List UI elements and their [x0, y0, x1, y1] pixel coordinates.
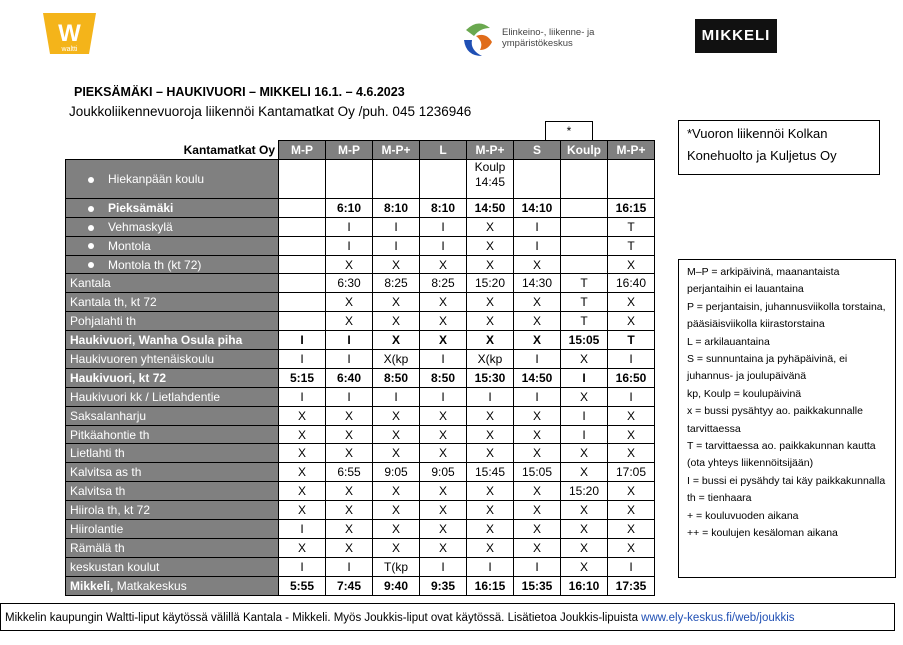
timetable-row [66, 463, 655, 482]
time-cell: T [561, 293, 608, 312]
time-cell: T [608, 331, 655, 350]
stop-name-text: Kalvitsa th [70, 484, 126, 499]
time-cell: I [279, 387, 326, 406]
time-cell: I [514, 217, 561, 236]
time-cell: 15:05 [561, 331, 608, 350]
stop-name [66, 482, 279, 501]
time-cell: X [561, 520, 608, 539]
time-cell: X [326, 255, 373, 274]
time-cell: X [420, 293, 467, 312]
time-cell: I [326, 557, 373, 576]
legend-item: T = tarvittaessa ao. paikkakunnan kautta (ota yhteys liikennöitsijään) [687, 440, 876, 470]
time-cell: I [561, 425, 608, 444]
time-cell: X [279, 463, 326, 482]
time-cell: I [420, 236, 467, 255]
stop-name [66, 576, 279, 595]
time-cell: X [514, 312, 561, 331]
time-cell: 16:40 [608, 274, 655, 293]
time-cell: X [373, 331, 420, 350]
time-cell: I [326, 350, 373, 369]
operator-note-line: *Vuoron liikennöi Kolkan [687, 126, 828, 141]
time-cell: I [420, 217, 467, 236]
operator-note [678, 120, 880, 175]
time-cell: I [373, 387, 420, 406]
bullet-icon [88, 177, 94, 183]
waltti-logo [41, 11, 98, 56]
stop-name [66, 425, 279, 444]
time-cell: 15:30 [467, 368, 514, 387]
time-cell: I [279, 557, 326, 576]
time-cell: X [420, 444, 467, 463]
time-cell: X [420, 312, 467, 331]
time-cell: X [326, 293, 373, 312]
time-cell: X [467, 217, 514, 236]
bullet-icon [88, 243, 94, 249]
operator-info: Joukkoliikennevuoroja liikennöi Kantamatkat Oy /puh. 045 1236946 [69, 104, 472, 119]
time-cell: X [467, 293, 514, 312]
timetable-row [66, 368, 655, 387]
timetable-row [66, 425, 655, 444]
bullet-icon [88, 206, 94, 212]
time-cell: X [467, 444, 514, 463]
time-cell: 7:45 [326, 576, 373, 595]
time-cell: 16:50 [608, 368, 655, 387]
time-cell: X [467, 236, 514, 255]
legend-item: x = bussi pysähtyy ao. paikkakunnalle tarvittaessa [687, 405, 863, 435]
time-cell [561, 159, 608, 198]
stop-name-text: Saksalanharju [70, 408, 147, 423]
time-cell: I [279, 350, 326, 369]
stop-name-text: Montola [108, 238, 151, 253]
time-cell: X [326, 444, 373, 463]
time-cell: X [326, 312, 373, 331]
time-cell: I [514, 557, 561, 576]
time-cell: X [373, 520, 420, 539]
time-cell: X [467, 538, 514, 557]
time-cell: 15:20 [561, 482, 608, 501]
time-cell: I [373, 217, 420, 236]
time-cell: 8:25 [420, 274, 467, 293]
time-cell: X [279, 444, 326, 463]
time-cell [279, 236, 326, 255]
time-cell: Koulp 14:45 [467, 159, 514, 198]
time-cell: X [279, 501, 326, 520]
time-cell: 15:45 [467, 463, 514, 482]
legend-box [678, 259, 896, 578]
time-cell: X [608, 482, 655, 501]
time-cell: X [373, 425, 420, 444]
legend-item: L = arkilauantaina [687, 335, 770, 348]
time-cell: X [514, 293, 561, 312]
time-cell: 5:55 [279, 576, 326, 595]
time-cell [279, 217, 326, 236]
time-cell: X [561, 387, 608, 406]
time-cell: X [561, 557, 608, 576]
timetable-row [66, 217, 655, 236]
stop-name-text: Haukivuori kk / Lietlahdentie [70, 389, 221, 404]
timetable-row [66, 501, 655, 520]
timetable [65, 140, 655, 596]
operator-label: Kantamatkat Oy [66, 141, 279, 160]
column-header: M-P+ [608, 141, 655, 160]
time-cell: X [326, 482, 373, 501]
time-cell: X [608, 425, 655, 444]
time-cell: X [326, 501, 373, 520]
time-cell: I [514, 387, 561, 406]
time-cell: 6:30 [326, 274, 373, 293]
operator-note-line: Konehuolto ja Kuljetus Oy [687, 148, 837, 163]
stop-name [66, 274, 279, 293]
ely-logo-text: Elinkeino-, liikenne- ja ympäristökeskus [502, 27, 595, 49]
stop-name-text: Pitkäahontie th [70, 427, 150, 442]
timetable-row [66, 198, 655, 217]
time-cell: I [561, 406, 608, 425]
joukkis-link[interactable]: www.ely-keskus.fi/web/joukkis [641, 612, 795, 624]
time-cell: I [279, 520, 326, 539]
time-cell: X [514, 482, 561, 501]
time-cell [326, 159, 373, 198]
time-cell [279, 274, 326, 293]
time-cell: X [279, 482, 326, 501]
time-cell: X [608, 538, 655, 557]
footer-info [0, 603, 895, 631]
stop-name-text: Haukivuoren yhtenäiskoulu [70, 351, 215, 366]
time-cell: X [326, 538, 373, 557]
stop-name [66, 293, 279, 312]
time-cell: 16:15 [467, 576, 514, 595]
stop-name-text: Hiirolantie [70, 521, 124, 536]
time-cell: 6:10 [326, 198, 373, 217]
time-cell: 16:10 [561, 576, 608, 595]
time-cell: X [514, 538, 561, 557]
timetable-row [66, 312, 655, 331]
time-cell: I [326, 331, 373, 350]
column-header: L [420, 141, 467, 160]
legend-item: M–P = arkipäivinä, maanantaista perjantaihin ei lauantaina [687, 266, 840, 296]
time-cell: X [514, 406, 561, 425]
time-cell: 9:05 [420, 463, 467, 482]
time-cell: X [373, 538, 420, 557]
time-cell: X [467, 425, 514, 444]
stop-name-text: Lietlahti th [70, 446, 125, 461]
timetable-row [66, 274, 655, 293]
time-cell: 5:15 [279, 368, 326, 387]
time-cell: X [420, 501, 467, 520]
time-cell: 8:25 [373, 274, 420, 293]
time-cell: X [420, 482, 467, 501]
time-cell: 17:05 [608, 463, 655, 482]
timetable-row [66, 331, 655, 350]
timetable-row [66, 159, 655, 198]
time-cell: I [514, 350, 561, 369]
time-cell: I [608, 387, 655, 406]
time-cell: X [467, 255, 514, 274]
time-cell: I [467, 557, 514, 576]
stop-name [66, 520, 279, 539]
time-cell: 6:55 [326, 463, 373, 482]
time-cell: X [514, 255, 561, 274]
column-header: M-P+ [467, 141, 514, 160]
time-cell: 16:15 [608, 198, 655, 217]
stop-name [66, 236, 279, 255]
time-cell: X [561, 501, 608, 520]
svg-text:W: W [58, 20, 81, 47]
time-cell: I [326, 217, 373, 236]
timetable-row [66, 387, 655, 406]
timetable-row [66, 236, 655, 255]
time-cell: X [467, 312, 514, 331]
time-cell: 9:35 [420, 576, 467, 595]
time-cell: X [608, 501, 655, 520]
time-cell: 14:50 [514, 368, 561, 387]
legend-item: P = perjantaisin, juhannusviikolla torstaina, pääsiäisviikolla kiirastorstaina [687, 300, 886, 331]
time-cell [608, 159, 655, 198]
stop-name-text: Montola th (kt 72) [108, 257, 202, 272]
time-cell [279, 255, 326, 274]
stop-name [66, 501, 279, 520]
time-cell: X [467, 482, 514, 501]
stop-name-text: Rämälä th [70, 540, 125, 555]
star-marker: * [545, 121, 593, 141]
time-cell: 8:10 [420, 198, 467, 217]
stop-name-rest: Matkakeskus [113, 578, 187, 593]
stop-name [66, 444, 279, 463]
time-cell [279, 159, 326, 198]
time-cell: 14:30 [514, 274, 561, 293]
time-cell: X [420, 520, 467, 539]
legend-item: th = tienhaara [687, 492, 752, 505]
time-cell: X [326, 425, 373, 444]
time-cell [561, 255, 608, 274]
bullet-icon [88, 262, 94, 268]
timetable-row [66, 293, 655, 312]
time-cell [279, 293, 326, 312]
timetable-row [66, 482, 655, 501]
time-cell: X(kp [373, 350, 420, 369]
time-cell: X [373, 406, 420, 425]
time-cell: 17:35 [608, 576, 655, 595]
legend-item: I = bussi ei pysähdy tai käy paikkakunnalla [687, 474, 886, 487]
column-header: M-P [326, 141, 373, 160]
time-cell: X [279, 406, 326, 425]
time-cell [420, 159, 467, 198]
time-cell: X [467, 331, 514, 350]
time-cell: I [561, 368, 608, 387]
time-cell: X [373, 255, 420, 274]
time-cell: I [608, 350, 655, 369]
stop-name-text: Kantala th, kt 72 [70, 295, 157, 310]
time-cell: T [608, 236, 655, 255]
time-cell: X [467, 406, 514, 425]
stop-name [66, 406, 279, 425]
time-cell: I [420, 350, 467, 369]
time-cell: I [420, 387, 467, 406]
time-cell: X [326, 520, 373, 539]
time-cell: X [608, 293, 655, 312]
stop-name [66, 312, 279, 331]
time-cell [561, 236, 608, 255]
time-cell: X [420, 406, 467, 425]
stop-name-text: Hiekanpään koulu [108, 171, 205, 186]
timetable-row [66, 444, 655, 463]
stop-name [66, 159, 279, 198]
time-cell: X [420, 538, 467, 557]
time-cell: X [561, 463, 608, 482]
stop-name [66, 463, 279, 482]
bullet-icon [88, 225, 94, 231]
time-cell: 6:40 [326, 368, 373, 387]
mikkeli-logo: MIKKELI [695, 19, 777, 53]
legend-item: S = sunnuntaina ja pyhäpäivinä, ei juhannus- ja joulupäivänä [687, 353, 848, 383]
stop-name-text: Pohjalahti th [70, 314, 137, 329]
time-cell: X [608, 312, 655, 331]
time-cell: 14:10 [514, 198, 561, 217]
timetable-row [66, 406, 655, 425]
stop-name-text: Haukivuori, Wanha Osula piha [70, 333, 243, 348]
stop-name [66, 255, 279, 274]
time-cell: T [608, 217, 655, 236]
stop-name-text: keskustan koulut [70, 559, 160, 574]
time-cell: X [467, 520, 514, 539]
time-cell: I [326, 236, 373, 255]
timetable-row [66, 576, 655, 595]
time-cell: 9:40 [373, 576, 420, 595]
time-cell: X [279, 425, 326, 444]
stop-name-text: Kantala [70, 276, 111, 291]
time-cell [561, 198, 608, 217]
time-cell: X [420, 425, 467, 444]
column-header: S [514, 141, 561, 160]
time-cell: I [467, 387, 514, 406]
stop-name-text: Hiirola th, kt 72 [70, 503, 151, 518]
time-cell: X [561, 444, 608, 463]
stop-name-text: Pieksämäki [108, 200, 174, 215]
time-cell: 9:05 [373, 463, 420, 482]
stop-name [66, 387, 279, 406]
timetable-row [66, 557, 655, 576]
time-cell: X [561, 538, 608, 557]
time-cell: X [373, 444, 420, 463]
time-cell: I [608, 557, 655, 576]
time-cell [279, 198, 326, 217]
time-cell: X [514, 520, 561, 539]
stop-name [66, 350, 279, 369]
legend-item: + = kouluvuoden aikana [687, 509, 799, 522]
time-cell: T [561, 274, 608, 293]
page-title: PIEKSÄMÄKI – HAUKIVUORI – MIKKELI 16.1. – 4.6.2023 [74, 85, 405, 99]
time-cell: X [373, 501, 420, 520]
time-cell: T(kp [373, 557, 420, 576]
time-cell: 8:50 [420, 368, 467, 387]
time-cell: X [608, 406, 655, 425]
time-cell: X [514, 444, 561, 463]
timetable-row [66, 520, 655, 539]
time-cell: X [514, 501, 561, 520]
timetable-row [66, 255, 655, 274]
time-cell [514, 159, 561, 198]
time-cell: X [373, 312, 420, 331]
stop-name-text: Vehmaskylä [108, 219, 173, 234]
time-cell: X [420, 331, 467, 350]
column-header: M-P [279, 141, 326, 160]
time-cell [373, 159, 420, 198]
time-cell: I [514, 236, 561, 255]
time-cell: X [561, 350, 608, 369]
time-cell: X [514, 425, 561, 444]
time-cell: X [373, 293, 420, 312]
column-header: M-P+ [373, 141, 420, 160]
time-cell [561, 217, 608, 236]
stop-name [66, 368, 279, 387]
time-cell: I [373, 236, 420, 255]
time-cell: T [561, 312, 608, 331]
footer-text: Mikkelin kaupungin Waltti-liput käytössä välillä Kantala - Mikkeli. Myös Joukkis-liput ovat käytössä. Lisätietoa Joukkis-lipuista [5, 612, 642, 624]
time-cell: X [608, 444, 655, 463]
waltti-logo-text: waltti [61, 46, 78, 53]
time-cell: I [420, 557, 467, 576]
time-cell: X [608, 520, 655, 539]
time-cell: X(kp [467, 350, 514, 369]
column-header: Koulp [561, 141, 608, 160]
stop-name-bold: Mikkeli, [70, 578, 114, 593]
time-cell: X [279, 538, 326, 557]
legend-item: ++ = koulujen kesäloman aikana [687, 527, 838, 540]
time-cell: X [514, 331, 561, 350]
stop-name [66, 331, 279, 350]
time-cell: X [373, 482, 420, 501]
time-cell: X [326, 406, 373, 425]
stop-name [66, 538, 279, 557]
time-cell: X [467, 501, 514, 520]
time-cell: I [326, 387, 373, 406]
stop-name-text: Haukivuori, kt 72 [70, 370, 167, 385]
time-cell: 15:35 [514, 576, 561, 595]
stop-name [66, 198, 279, 217]
stop-name [66, 557, 279, 576]
timetable-row [66, 538, 655, 557]
timetable-row [66, 350, 655, 369]
time-cell [279, 312, 326, 331]
time-cell: I [279, 331, 326, 350]
time-cell: X [420, 255, 467, 274]
time-cell: 8:10 [373, 198, 420, 217]
stop-name [66, 217, 279, 236]
time-cell: 15:20 [467, 274, 514, 293]
time-cell: 14:50 [467, 198, 514, 217]
legend-item: kp, Koulp = koulupäivinä [687, 387, 802, 400]
time-cell: X [608, 255, 655, 274]
time-cell: 15:05 [514, 463, 561, 482]
stop-name-text: Kalvitsa as th [70, 465, 142, 480]
time-cell: 8:50 [373, 368, 420, 387]
timetable-header-row [66, 141, 655, 160]
